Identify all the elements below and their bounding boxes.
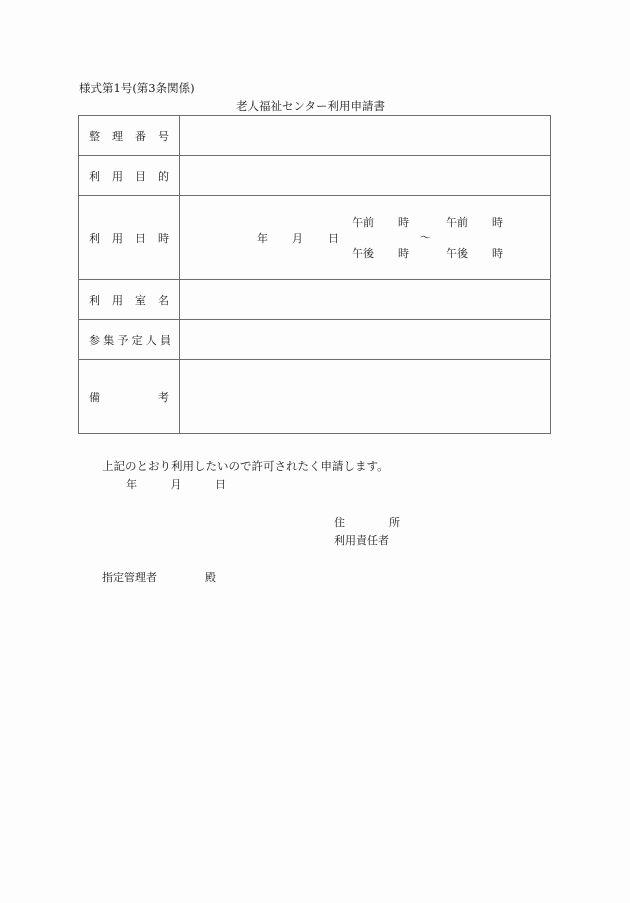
field-purpose[interactable] <box>180 156 551 196</box>
table-row-reference-number <box>79 116 551 156</box>
manager-label: 指定管理者 <box>102 571 157 584</box>
end-pm-hour: 時 <box>492 247 503 260</box>
field-room-name[interactable] <box>180 280 551 320</box>
honorific: 殿 <box>205 571 216 584</box>
application-form-table <box>78 115 551 434</box>
date-month-unit: 月 <box>170 478 182 491</box>
field-reference-number[interactable] <box>180 116 551 156</box>
form-reference: 様式第1号(第3条関係) <box>79 81 195 95</box>
start-pm-hour: 時 <box>398 247 409 260</box>
start-am-hour: 時 <box>398 216 409 229</box>
year-unit: 年 <box>257 232 268 245</box>
label-purpose: 利 用 目 的 <box>79 156 180 196</box>
table-row-datetime <box>79 196 551 280</box>
addressee-line <box>102 569 216 585</box>
table-row-expected-attendees <box>79 320 551 360</box>
start-pm-label: 午後 <box>352 247 374 260</box>
label-expected-attendees: 参 集 予 定 人 員 <box>79 320 180 360</box>
end-am-label: 午前 <box>446 216 468 229</box>
table-row-room-name <box>79 280 551 320</box>
label-reference-number: 整 理 番 号 <box>79 116 180 156</box>
end-pm-label: 午後 <box>446 247 468 260</box>
table-row-remarks <box>79 360 551 434</box>
month-unit: 月 <box>292 232 303 245</box>
label-datetime: 利 用 日 時 <box>79 196 180 280</box>
date-day-unit: 日 <box>215 478 226 491</box>
label-room-name: 利 用 室 名 <box>79 280 180 320</box>
range-separator: ～ <box>420 231 431 244</box>
date-year-unit: 年 <box>126 478 137 491</box>
address-label: 住 所 <box>334 516 400 529</box>
responsible-person-label: 利用責任者 <box>334 534 389 547</box>
label-remarks: 備 考 <box>79 360 180 434</box>
field-expected-attendees[interactable] <box>180 320 551 360</box>
end-am-hour: 時 <box>492 216 503 229</box>
application-statement: 上記のとおり利用したいので許可されたく申請します。 <box>102 459 389 473</box>
application-date <box>126 476 256 492</box>
document-title: 老人福祉センター利用申請書 <box>236 99 386 113</box>
field-datetime[interactable] <box>180 196 551 280</box>
start-am-label: 午前 <box>352 216 374 229</box>
table-row-purpose <box>79 156 551 196</box>
day-unit: 日 <box>328 232 339 245</box>
field-remarks[interactable] <box>180 360 551 434</box>
